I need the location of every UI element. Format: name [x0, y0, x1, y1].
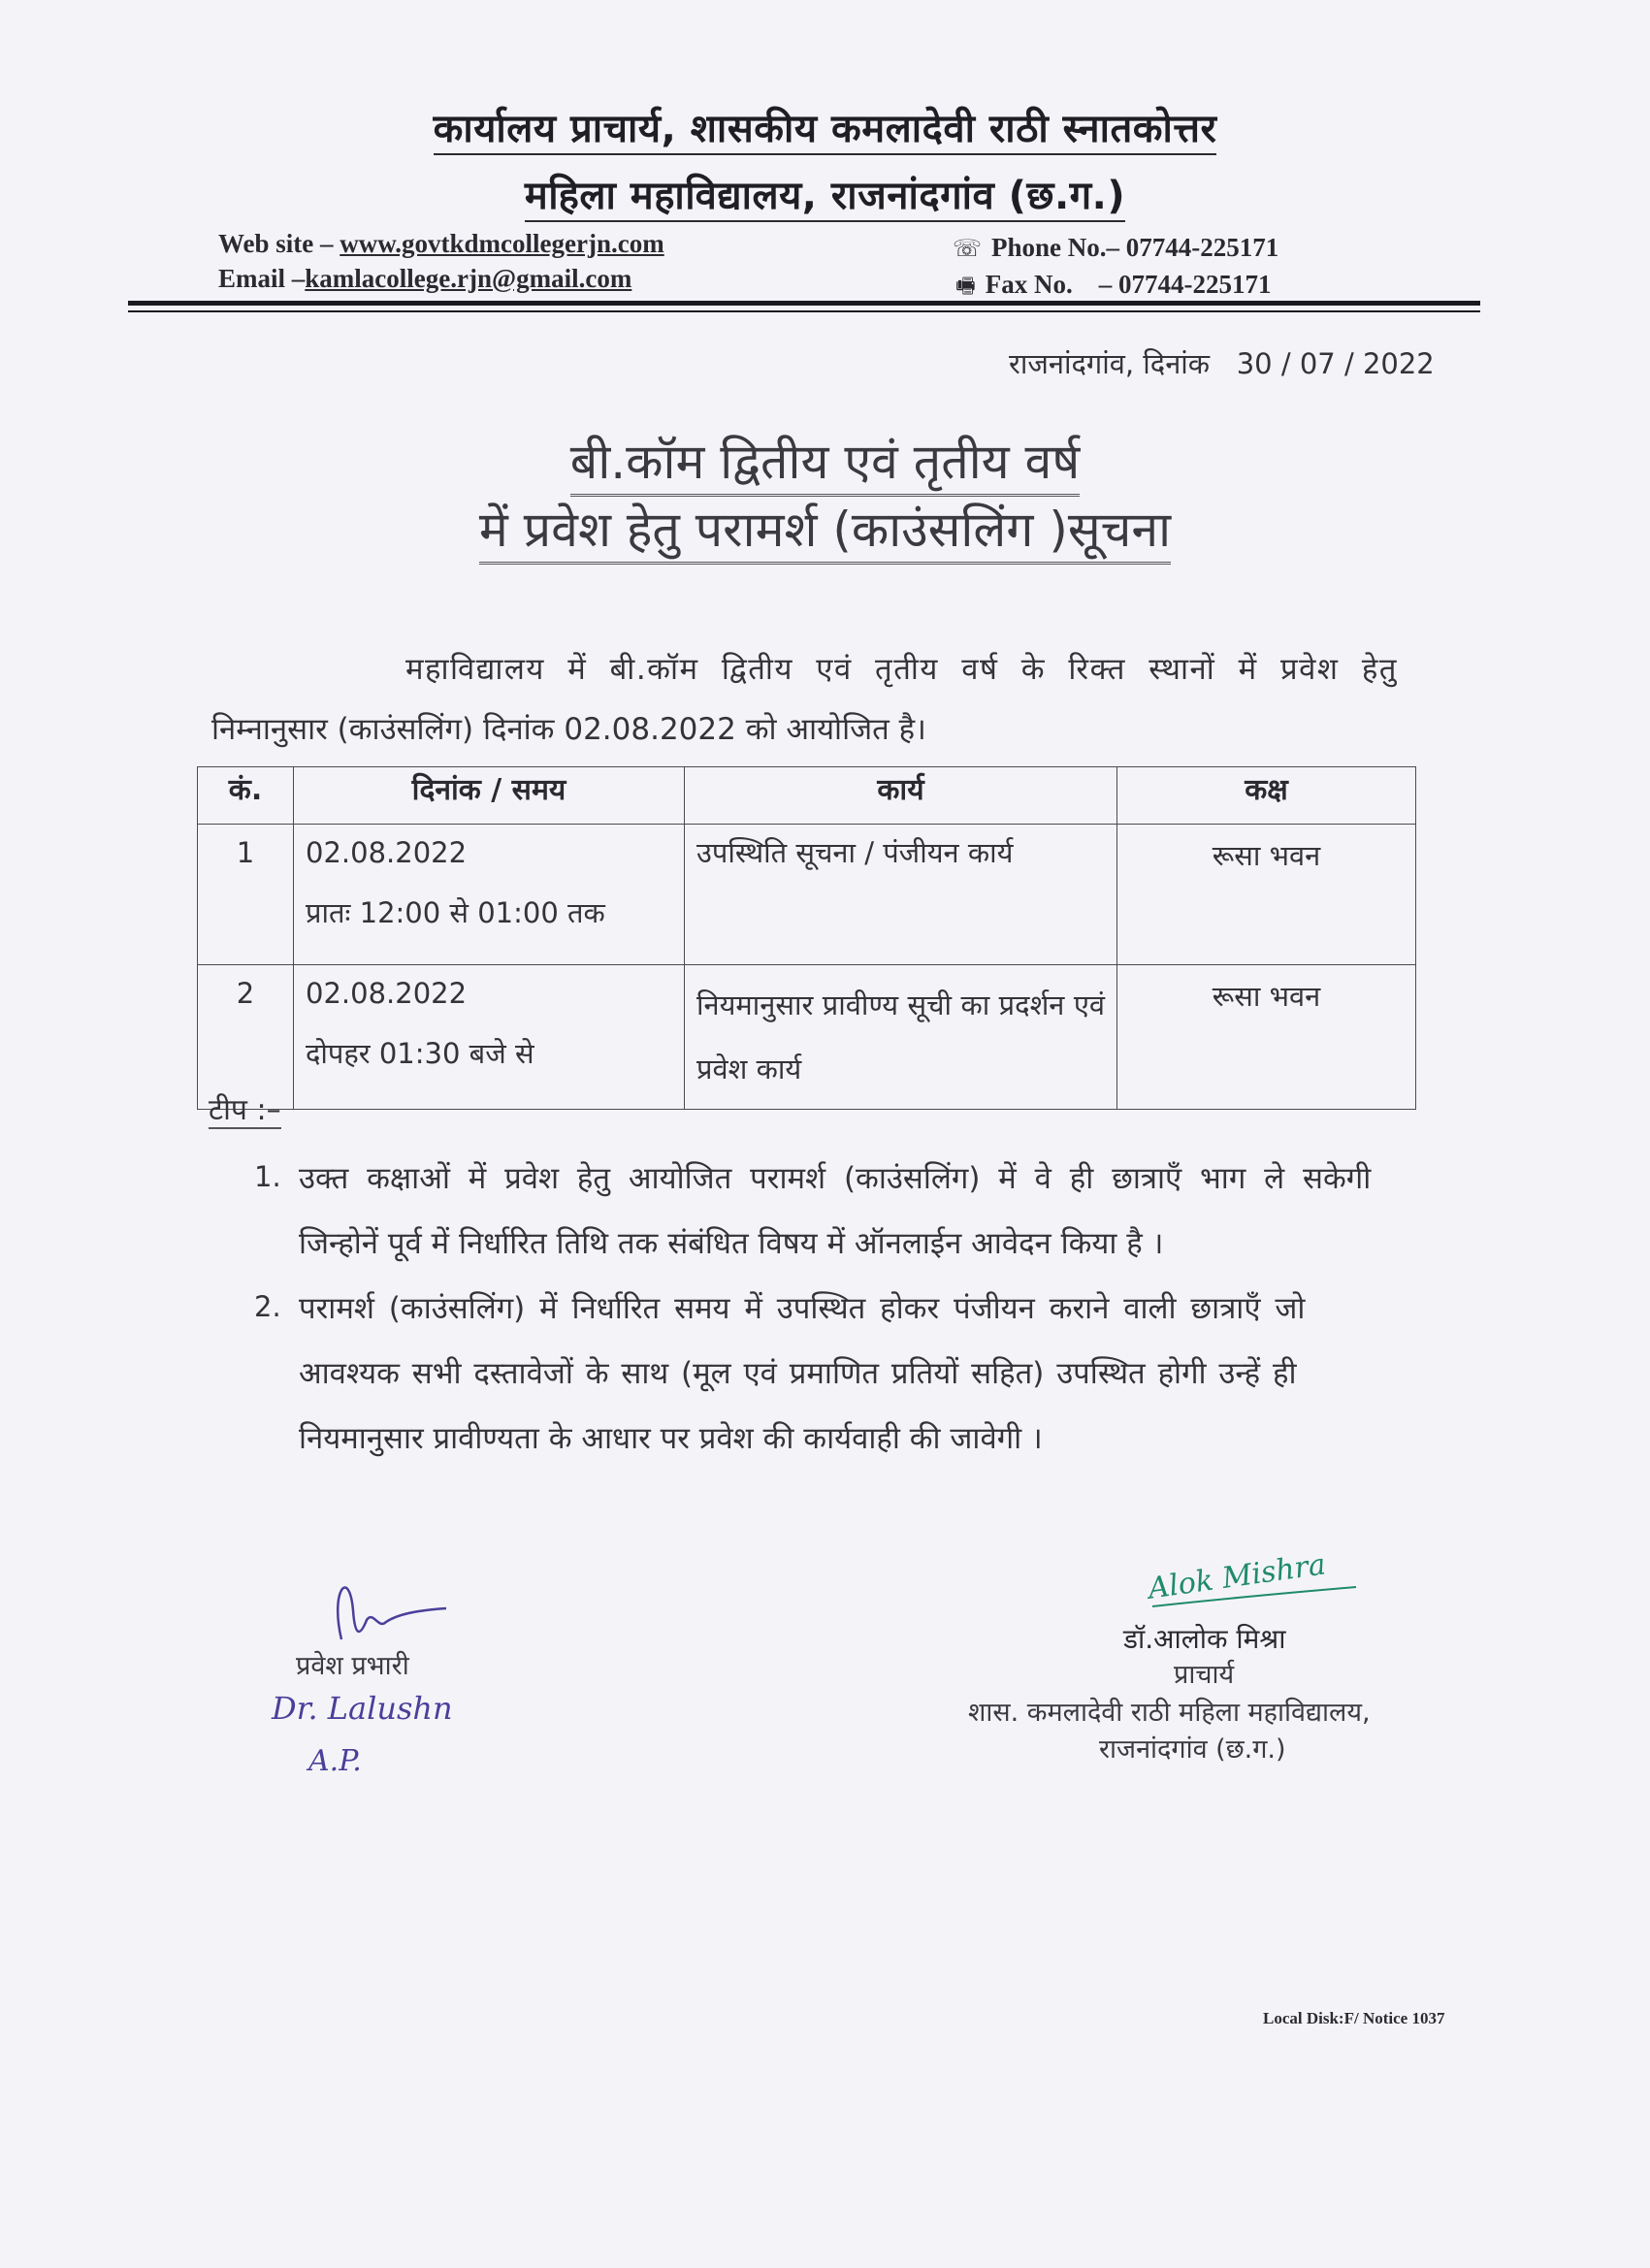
intro-line2: निम्नानुसार (काउंसलिंग) दिनांक 02.08.2022 को आयोजित है।: [211, 712, 926, 747]
note-2-label: 2.: [254, 1290, 281, 1323]
table-header-row: [198, 767, 1416, 825]
table-row: [198, 825, 1416, 965]
principal-name: डॉ.आलोक मिश्रा: [1123, 1623, 1286, 1655]
row-room: रूसा भवन: [1117, 965, 1416, 1110]
row-time: दोपहर 01:30 बजे से: [306, 1037, 534, 1070]
notice-title-line1: बी.कॉम द्वितीय एवं तृतीय वर्ष: [0, 427, 1650, 493]
intro-line1: महाविद्यालय में बी.कॉम द्वितीय एवं तृतीय वर्ष के रिक्त स्थानों में प्रवेश हेतु: [405, 652, 1398, 687]
header-work: कार्य: [685, 767, 1117, 825]
note-2-line3: नियमानुसार प्रावीण्यता के आधार पर प्रवेश की कार्यवाही की जावेगी ।: [299, 1421, 1043, 1456]
footer-file-reference: Local Disk:F/ Notice 1037: [1263, 2009, 1445, 2027]
row-work: उपस्थिति सूचना / पंजीयन कार्य: [685, 825, 1117, 965]
right-signature-underline: [1148, 1583, 1361, 1612]
fax-icon: 🖷: [955, 274, 976, 298]
institution-place: राजनांदगांव (छ.ग.): [1099, 1734, 1286, 1765]
right-handwritten-signature: Alok Mishra: [1146, 1547, 1328, 1606]
institution-name: शास. कमलादेवी राठी महिला महाविद्यालय,: [968, 1698, 1371, 1728]
letterhead-line2: महिला महाविद्यालय, राजनांदगांव (छ.ग.): [0, 167, 1650, 220]
email-line: Email –kamlacollege.rjn@gmail.com: [218, 264, 632, 293]
header-rule-thin: [128, 310, 1480, 312]
left-signature-title: प्रवेश प्रभारी: [296, 1651, 409, 1681]
table-row: [198, 965, 1416, 1110]
note-1-line2: जिन्होनें पूर्व में निर्धारित तिथि तक संबंधित विषय में ऑनलाईन आवेदन किया है ।: [299, 1226, 1164, 1261]
header-serial: कं.: [198, 767, 294, 825]
note-2-line1: परामर्श (काउंसलिंग) में निर्धारित समय में उपस्थित होकर पंजीयन कराने वाली छात्राएँ जो: [299, 1291, 1306, 1326]
note-2-line2: आवश्यक सभी दस्तावेजों के साथ (मूल एवं प्रमाणित प्रतियों सहित) उपस्थित होगी उन्हें ही: [299, 1356, 1297, 1391]
row-date: 02.08.2022: [306, 977, 468, 1010]
note-1-line1: उक्त कक्षाओं में प्रवेश हेतु आयोजित परामर्श (काउंसलिंग) में वे ही छात्राएँ भाग ले सकेगी: [299, 1161, 1372, 1196]
phone-line: ☏ Phone No.– 07744-225171: [953, 233, 1279, 262]
row-room: रूसा भवन: [1117, 825, 1416, 965]
principal-designation: प्राचार्य: [1174, 1660, 1235, 1690]
phone-icon: ☏: [953, 237, 983, 262]
row-serial: 2: [198, 965, 294, 1110]
website-line: Web site – www.govtkdmcollegerjn.com: [218, 229, 664, 258]
row-date: 02.08.2022: [306, 836, 468, 869]
row-date-time: [294, 965, 685, 1110]
tip-heading: टीप :–: [209, 1093, 281, 1127]
header-rule-thick: [128, 301, 1480, 306]
header-room: कक्ष: [1117, 767, 1416, 825]
schedule-table: [197, 766, 1416, 1110]
left-handwritten-suffix: A.P.: [308, 1744, 362, 1778]
row-date-time: [294, 825, 685, 965]
note-1-label: 1.: [254, 1160, 281, 1193]
row-work: नियमानुसार प्रावीण्य सूची का प्रदर्शन एवं प्रवेश कार्य: [685, 965, 1117, 1110]
website-link[interactable]: www.govtkdmcollegerjn.com: [340, 229, 664, 258]
date-line: राजनांदगांव, दिनांक 30 / 07 / 2022: [1009, 347, 1435, 380]
header-date-time: दिनांक / समय: [294, 767, 685, 825]
row-serial: 1: [198, 825, 294, 965]
left-handwritten-name: Dr. Lalushn: [272, 1690, 453, 1727]
notice-title-line2: में प्रवेश हेतु परामर्श (काउंसलिंग )सूचना: [0, 495, 1650, 561]
email-link[interactable]: kamlacollege.rjn@gmail.com: [305, 264, 632, 293]
fax-line: 🖷 Fax No. – 07744-225171: [955, 270, 1272, 299]
row-time: प्रातः 12:00 से 01:00 तक: [306, 896, 605, 929]
letterhead-line1: कार्यालय प्राचार्य, शासकीय कमलादेवी राठी स्नातकोत्तर: [0, 100, 1650, 153]
